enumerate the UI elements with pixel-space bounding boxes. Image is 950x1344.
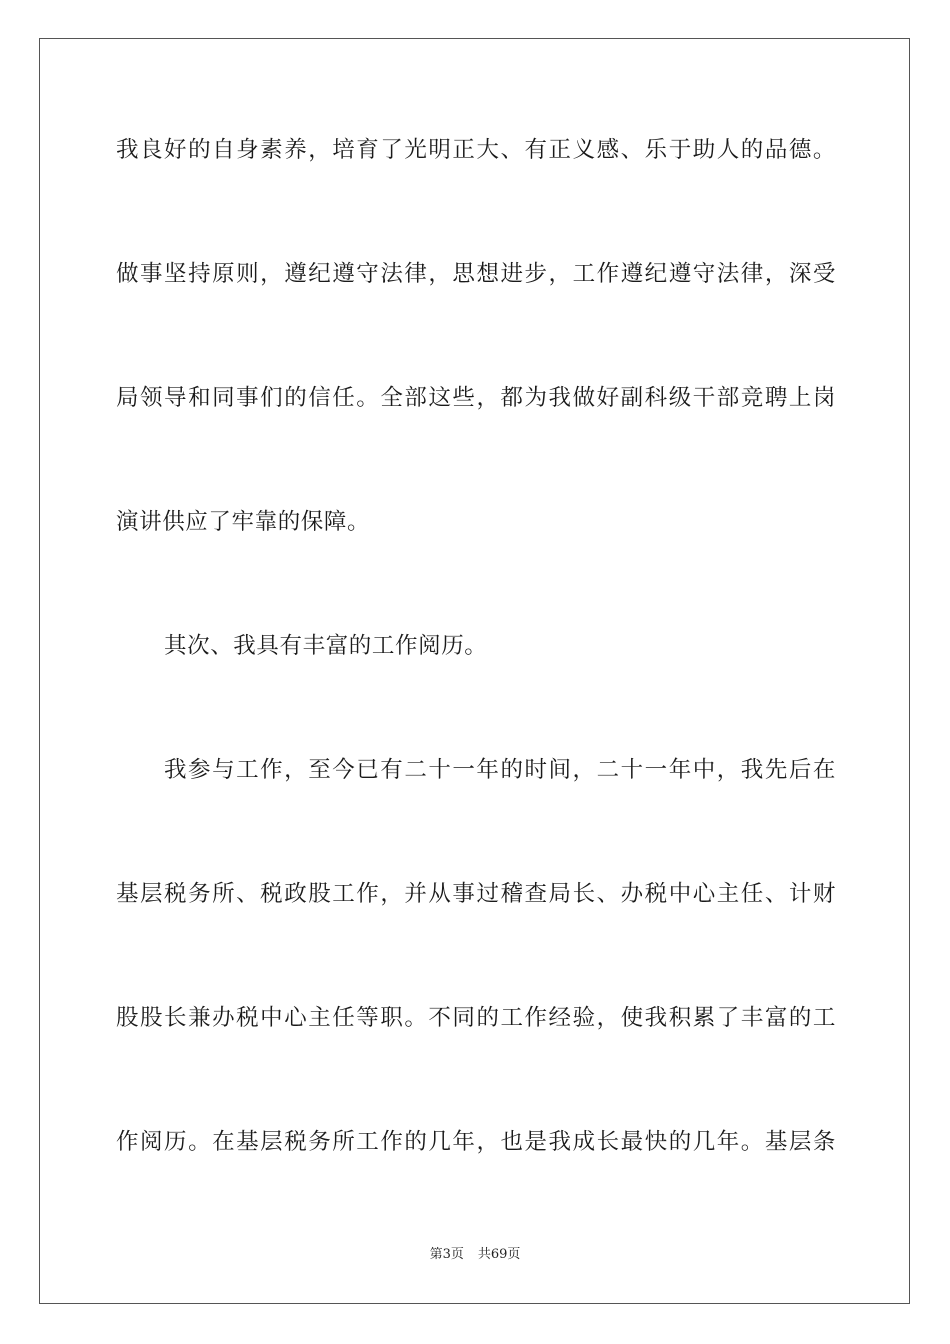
text-line-6: 我参与工作，至今已有二十一年的时间，二十一年中，我先后在: [164, 757, 836, 783]
text-line-7: 基层税务所、税政股工作，并从事过稽查局长、办税中心主任、计财: [116, 881, 836, 907]
text-line-8: 股股长兼办税中心主任等职。不同的工作经验，使我积累了丰富的工: [116, 1005, 836, 1031]
text-line-5-section-heading: 其次、我具有丰富的工作阅历。: [164, 633, 488, 659]
text-line-1: 我良好的自身素养，培育了光明正大、有正义感、乐于助人的品德。: [116, 137, 836, 163]
page-border: [39, 38, 910, 1304]
text-line-4: 演讲供应了牢靠的保障。: [116, 509, 371, 535]
text-line-3: 局领导和同事们的信任。全部这些，都为我做好副科级干部竞聘上岗: [116, 385, 836, 411]
page-number: 第3页: [429, 1247, 464, 1262]
text-line-2: 做事坚持原则，遵纪遵守法律，思想进步，工作遵纪遵守法律，深受: [116, 261, 836, 287]
page-footer: [0, 1245, 950, 1265]
text-line-9: 作阅历。在基层税务所工作的几年，也是我成长最快的几年。基层条: [116, 1129, 836, 1155]
page-total: 共69页: [477, 1247, 521, 1262]
